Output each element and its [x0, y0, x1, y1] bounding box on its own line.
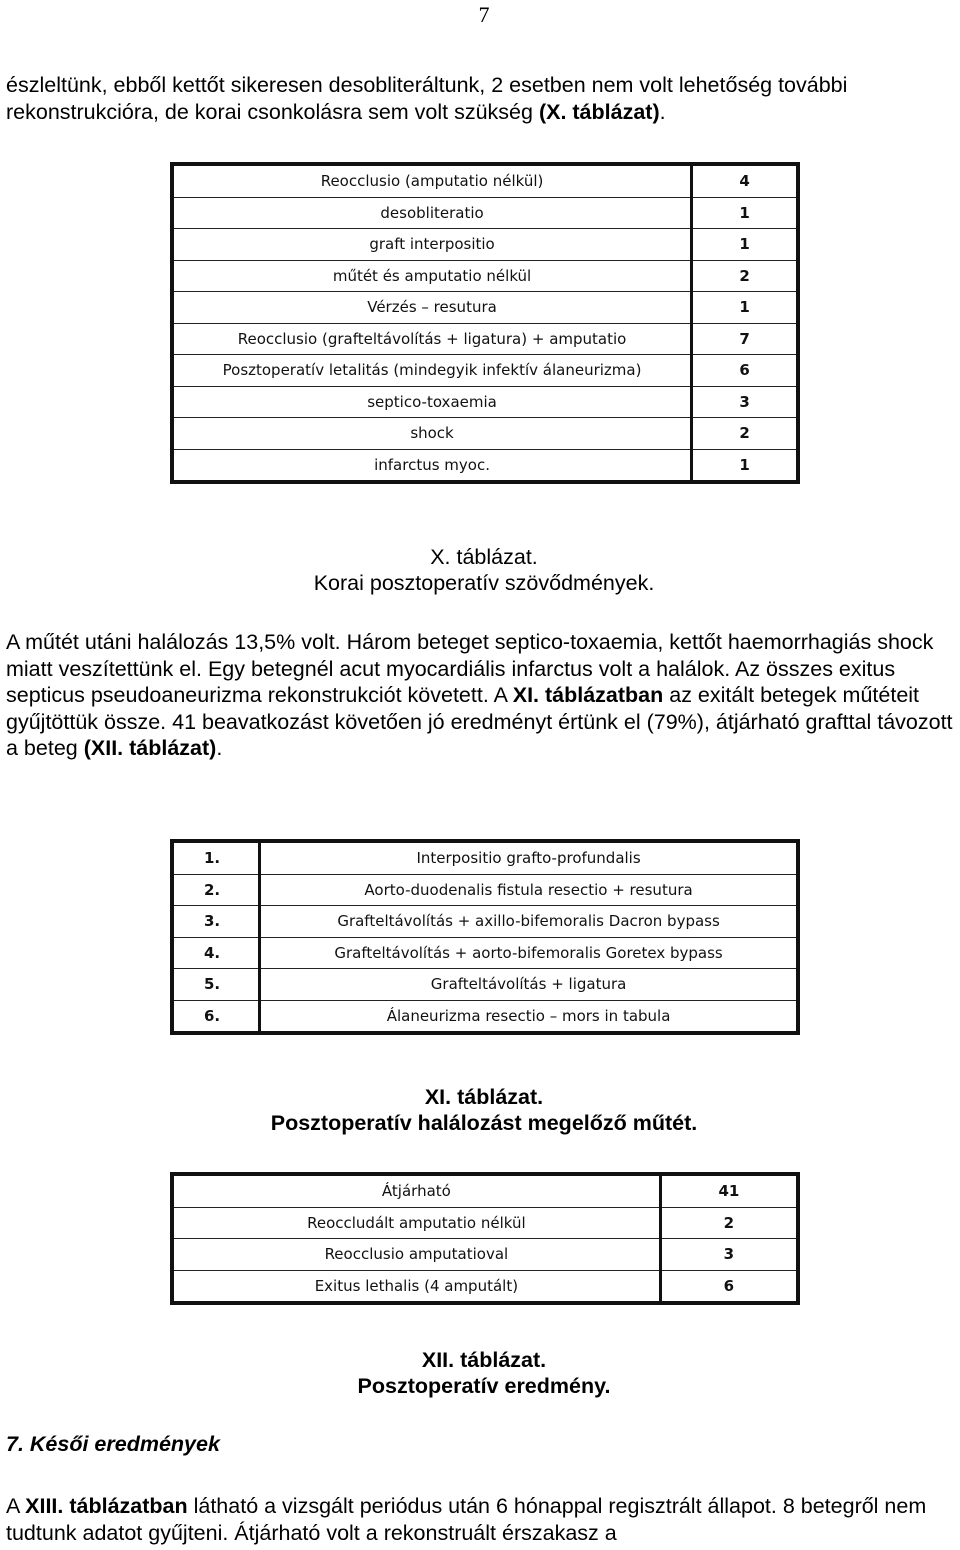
- row-label: műtét és amputatio nélkül: [172, 260, 692, 292]
- table-row: [172, 355, 798, 387]
- late-results-text-1: A: [6, 1494, 26, 1518]
- row-value: 1: [692, 197, 798, 229]
- table-xii-caption-title: Posztoperatív eredmény.: [357, 1374, 611, 1398]
- table-row: [172, 1239, 798, 1271]
- mortality-text-3: .: [216, 736, 223, 761]
- row-label: Reocclusio (grafteltávolítás + ligatura) + amputatio: [172, 323, 692, 355]
- table-row: [172, 449, 798, 482]
- table-xi-caption-number: XI. táblázat.: [424, 1085, 544, 1109]
- table-row: [172, 292, 798, 324]
- section-heading: 7. Késői eredmények: [6, 1432, 220, 1456]
- row-label: septico-toxaemia: [172, 386, 692, 418]
- table-x-caption-number: X. táblázat.: [430, 545, 538, 569]
- table-x-caption-title: Korai posztoperatív szövődmények.: [313, 571, 655, 595]
- row-label: Vérzés – resutura: [172, 292, 692, 324]
- table-row: [172, 906, 798, 938]
- table-row: [172, 841, 798, 874]
- table-x-caption: [0, 544, 960, 596]
- table-row: [172, 418, 798, 450]
- table-row: [172, 969, 798, 1001]
- row-value: 6: [660, 1270, 798, 1303]
- table-xii-reference: (XII. táblázat): [83, 736, 217, 761]
- table-xii: [170, 1172, 800, 1305]
- row-description: Grafteltávolítás + ligatura: [260, 969, 798, 1001]
- intro-paragraph: [6, 72, 958, 125]
- row-value: 1: [692, 449, 798, 482]
- table-row: [172, 874, 798, 906]
- row-description: Interpositio grafto-profundalis: [260, 841, 798, 874]
- row-value: 3: [692, 386, 798, 418]
- table-x: [170, 162, 800, 484]
- late-results-paragraph: [6, 1493, 958, 1546]
- row-label: Reocclusio (amputatio nélkül): [172, 164, 692, 197]
- row-description: Grafteltávolítás + axillo-bifemoralis Dacron bypass: [260, 906, 798, 938]
- table-row: [172, 937, 798, 969]
- row-number: 4.: [172, 937, 260, 969]
- row-description: Aorto-duodenalis fistula resectio + resutura: [260, 874, 798, 906]
- row-label: desobliteratio: [172, 197, 692, 229]
- row-label: Reoccludált amputatio nélkül: [172, 1207, 660, 1239]
- row-label: shock: [172, 418, 692, 450]
- row-description: Álaneurizma resectio – mors in tabula: [260, 1000, 798, 1033]
- row-label: Átjárható: [172, 1174, 660, 1207]
- row-value: 4: [692, 164, 798, 197]
- table-row: [172, 1270, 798, 1303]
- table-row: [172, 260, 798, 292]
- row-value: 2: [660, 1207, 798, 1239]
- intro-text: észleltünk, ebből kettőt sikeresen desobliteráltunk, 2 esetben nem volt lehetőség további rekonstrukcióra, de korai csonkolásra sem volt szükség: [6, 73, 848, 124]
- table-xi: [170, 839, 800, 1035]
- table-xiii-reference: XIII. táblázatban: [25, 1494, 188, 1518]
- table-row: [172, 197, 798, 229]
- row-value: 6: [692, 355, 798, 387]
- table-xi-caption-title: Posztoperatív halálozást megelőző műtét.: [270, 1111, 698, 1135]
- mortality-text-2: az exitált betegek műtéteit gyűjtöttük össze. 41 beavatkozást követően jó eredményt értünk el (79%), átjárható grafttal távozott a beteg: [6, 683, 953, 761]
- intro-end: .: [659, 99, 666, 124]
- table-xii-caption: [0, 1347, 960, 1399]
- table-row: [172, 164, 798, 197]
- table-row: [172, 1207, 798, 1239]
- row-value: 7: [692, 323, 798, 355]
- mortality-text-1: A műtét utáni halálozás 13,5% volt. Három beteget septico-toxaemia, kettőt haemorrhagiás shock miatt veszítettünk el. Egy betegnél acut myocardiális infarctus volt a halálok. Az összes exitus septicus pseudoaneurizma rekonstrukciót követett. A: [6, 630, 934, 708]
- row-value: 1: [692, 229, 798, 261]
- table-xii-caption-number: XII. táblázat.: [421, 1348, 547, 1372]
- row-label: Exitus lethalis (4 amputált): [172, 1270, 660, 1303]
- mortality-paragraph: [6, 629, 958, 762]
- row-number: 5.: [172, 969, 260, 1001]
- page-number: 7: [478, 2, 490, 27]
- table-xi-reference: XI. táblázatban: [512, 683, 664, 708]
- row-number: 6.: [172, 1000, 260, 1033]
- row-label: Posztoperatív letalitás (mindegyik infektív álaneurizma): [172, 355, 692, 387]
- row-value: 2: [692, 260, 798, 292]
- row-value: 3: [660, 1239, 798, 1271]
- row-label: graft interpositio: [172, 229, 692, 261]
- table-x-reference: (X. táblázat): [538, 99, 660, 124]
- late-results-text-2: látható a vizsgált periódus után 6 hónappal regisztrált állapot. 8 betegről nem tudtunk adatot gyűjteni. Átjárható volt a rekonstruált érszakasz a: [6, 1494, 927, 1545]
- row-number: 1.: [172, 841, 260, 874]
- row-description: Grafteltávolítás + aorto-bifemoralis Goretex bypass: [260, 937, 798, 969]
- row-label: infarctus myoc.: [172, 449, 692, 482]
- table-xi-caption: [0, 1084, 960, 1136]
- table-row: [172, 1174, 798, 1207]
- row-label: Reocclusio amputatioval: [172, 1239, 660, 1271]
- row-value: 1: [692, 292, 798, 324]
- table-row: [172, 229, 798, 261]
- row-number: 3.: [172, 906, 260, 938]
- table-row: [172, 1000, 798, 1033]
- table-row: [172, 323, 798, 355]
- row-value: 2: [692, 418, 798, 450]
- table-row: [172, 386, 798, 418]
- row-number: 2.: [172, 874, 260, 906]
- row-value: 41: [660, 1174, 798, 1207]
